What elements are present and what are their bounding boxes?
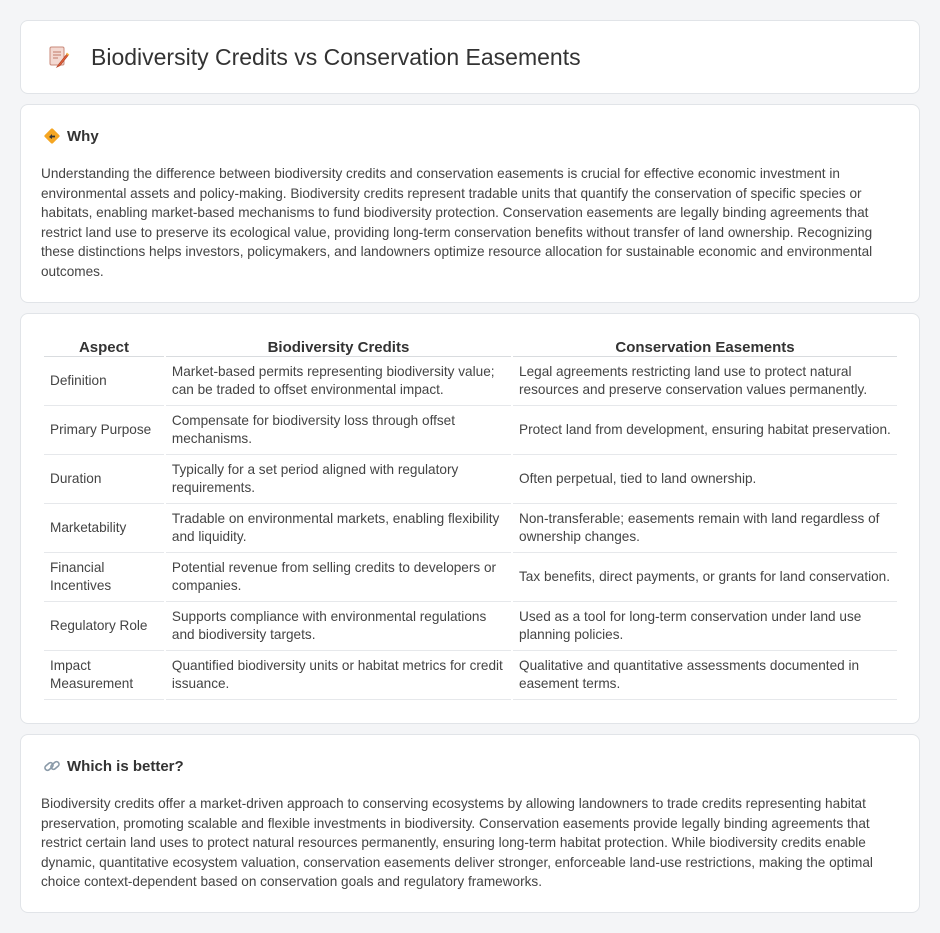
- comparison-card: [20, 313, 920, 724]
- biodiversity-credits-cell: Market-based permits representing biodiversity value; can be traded to offset environmental impact.: [166, 357, 511, 406]
- table-row: [44, 651, 897, 700]
- aspect-cell: Marketability: [44, 504, 164, 553]
- column-header: Conservation Easements: [513, 334, 897, 357]
- biodiversity-credits-cell: Supports compliance with environmental regulations and biodiversity targets.: [166, 602, 511, 651]
- aspect-cell: Primary Purpose: [44, 406, 164, 455]
- biodiversity-credits-cell: Compensate for biodiversity loss through offset mechanisms.: [166, 406, 511, 455]
- conservation-easements-cell: Qualitative and quantitative assessments documented in easement terms.: [513, 651, 897, 700]
- aspect-cell: Definition: [44, 357, 164, 406]
- which-card: [20, 734, 920, 913]
- aspect-cell: Regulatory Role: [44, 602, 164, 651]
- diamond-sign-icon: [43, 127, 61, 145]
- why-heading-row: [43, 127, 99, 145]
- document-edit-icon: [47, 45, 71, 69]
- why-heading: Why: [67, 127, 99, 145]
- conservation-easements-cell: Non-transferable; easements remain with land regardless of ownership changes.: [513, 504, 897, 553]
- conservation-easements-cell: Protect land from development, ensuring habitat preservation.: [513, 406, 897, 455]
- biodiversity-credits-cell: Tradable on environmental markets, enabling flexibility and liquidity.: [166, 504, 511, 553]
- why-paragraph: Understanding the difference between biodiversity credits and conservation easements is crucial for effective economic investment in environmental assets and policy-making. Biodiversity credits represent tradable units that quantify the conservation of specific species or habitats, enabling market-based mechanisms to fund biodiversity protection. Conservation easements are legally binding agreements that restrict land use to preserve its ecological value, providing long-term conservation benefits without transfer of land ownership. Recognizing these distinctions helps investors, policymakers, and landowners optimize resource allocation for sustainable economic and environmental outcomes.: [41, 166, 873, 279]
- which-paragraph: Biodiversity credits offer a market-driven approach to conserving ecosystems by allowing landowners to trade credits representing habitat preservation, promoting scalable and flexible investments in biodiversity. Conservation easements provide legally binding agreements that restrict certain land uses to protect natural resources permanently, ensuring long-term habitat protection. While biodiversity credits enable dynamic, quantitative ecosystem valuation, conservation easements deliver stronger, enforceable land-use restrictions, making the optimal choice context-dependent based on conservation goals and regulatory frameworks.: [41, 796, 873, 889]
- which-heading: Which is better?: [67, 757, 184, 775]
- comparison-table: [42, 334, 899, 700]
- page-title: Biodiversity Credits vs Conservation Easements: [91, 43, 581, 70]
- conservation-easements-cell: Often perpetual, tied to land ownership.: [513, 455, 897, 504]
- table-row: [44, 455, 897, 504]
- table-row: [44, 357, 897, 406]
- link-icon: [43, 757, 61, 775]
- title-card: [20, 20, 920, 94]
- aspect-cell: Financial Incentives: [44, 553, 164, 602]
- conservation-easements-cell: Tax benefits, direct payments, or grants for land conservation.: [513, 553, 897, 602]
- column-header: Aspect: [44, 334, 164, 357]
- aspect-cell: Duration: [44, 455, 164, 504]
- table-row: [44, 553, 897, 602]
- why-card: [20, 104, 920, 303]
- conservation-easements-cell: Legal agreements restricting land use to protect natural resources and preserve conservation values permanently.: [513, 357, 897, 406]
- table-row: [44, 504, 897, 553]
- which-heading-row: [43, 757, 184, 775]
- conservation-easements-cell: Used as a tool for long-term conservation under land use planning policies.: [513, 602, 897, 651]
- biodiversity-credits-cell: Potential revenue from selling credits to developers or companies.: [166, 553, 511, 602]
- biodiversity-credits-cell: Quantified biodiversity units or habitat metrics for credit issuance.: [166, 651, 511, 700]
- aspect-cell: Impact Measurement: [44, 651, 164, 700]
- table-header-row: [44, 334, 897, 357]
- column-header: Biodiversity Credits: [166, 334, 511, 357]
- table-row: [44, 406, 897, 455]
- biodiversity-credits-cell: Typically for a set period aligned with regulatory requirements.: [166, 455, 511, 504]
- table-row: [44, 602, 897, 651]
